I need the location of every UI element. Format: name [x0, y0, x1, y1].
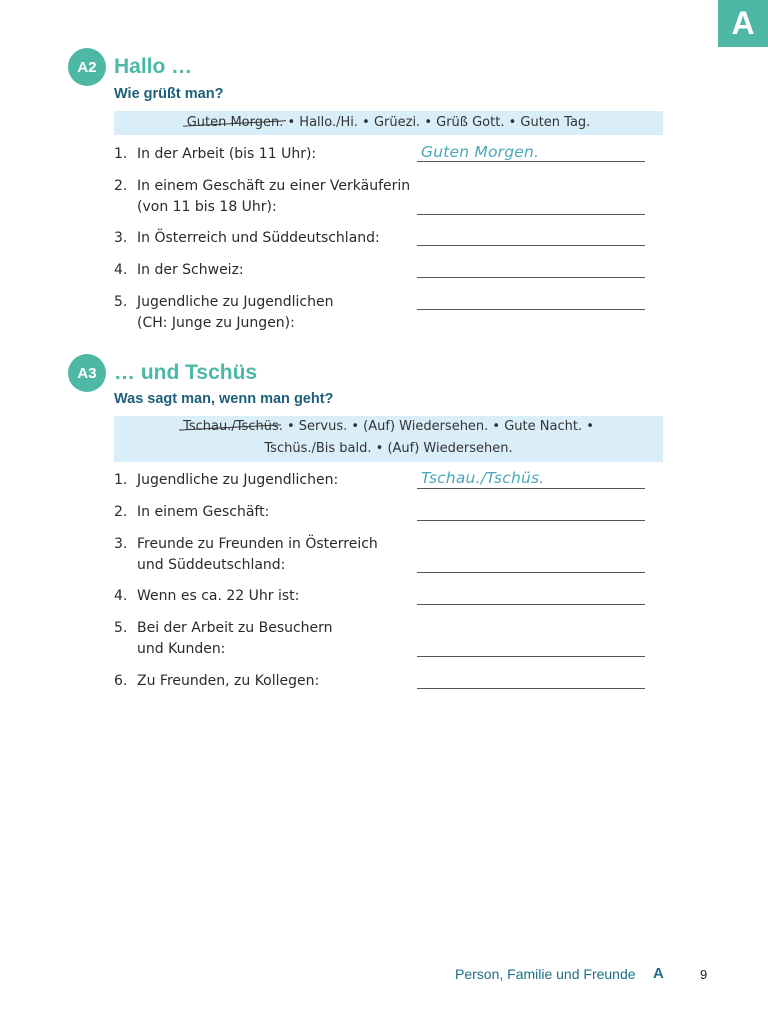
- item-number: 3.: [114, 536, 128, 552]
- page-number: 9: [700, 967, 708, 982]
- word-box-text: • Hallo./Hi. • Grüezi. • Grüß Gott. • Guten Tag.: [283, 115, 591, 130]
- answer-field[interactable]: [417, 245, 645, 246]
- item-number: 4.: [114, 588, 128, 604]
- item-prompt: In einem Geschäft zu einer Verkäuferin: [137, 178, 411, 194]
- section-badge-a3: A3: [68, 354, 106, 392]
- item-prompt: In der Schweiz:: [137, 262, 244, 278]
- word-box-text: Tschüs./Bis bald. • (Auf) Wiedersehen.: [264, 441, 513, 456]
- item-number: 6.: [114, 673, 128, 689]
- answer-field[interactable]: [417, 520, 645, 521]
- word-box-text: . • Servus. • (Auf) Wiedersehen. • Gute Nacht. •: [278, 419, 594, 434]
- item-number: 5.: [114, 294, 128, 310]
- item-prompt: In Österreich und Süddeutschland:: [137, 230, 380, 246]
- struck-word: Guten Morgen.: [187, 111, 284, 135]
- section-title-a2: Hallo …: [114, 55, 193, 78]
- item-prompt: In einem Geschäft:: [137, 504, 270, 520]
- answer-field[interactable]: [417, 161, 645, 162]
- answer-field[interactable]: [417, 572, 645, 573]
- item-prompt: Jugendliche zu Jugendlichen:: [137, 472, 339, 488]
- answer-text: Tschau./Tschüs.: [421, 469, 545, 487]
- item-prompt-continued: und Süddeutschland:: [137, 557, 286, 573]
- answer-field[interactable]: [417, 488, 645, 489]
- item-number: 1.: [114, 146, 128, 162]
- chapter-tab: A: [718, 0, 768, 47]
- item-number: 5.: [114, 620, 128, 636]
- answer-field[interactable]: [417, 604, 645, 605]
- item-number: 2.: [114, 178, 128, 194]
- item-prompt-continued: (von 11 bis 18 Uhr):: [137, 199, 277, 215]
- footer-chapter-title: Person, Familie und Freunde: [455, 966, 636, 982]
- answer-text: Guten Morgen.: [421, 143, 540, 161]
- item-number: 3.: [114, 230, 128, 246]
- answer-field[interactable]: [417, 214, 645, 215]
- item-prompt: In der Arbeit (bis 11 Uhr):: [137, 146, 317, 162]
- item-number: 2.: [114, 504, 128, 520]
- item-prompt: Bei der Arbeit zu Besuchern: [137, 620, 333, 636]
- section-title-a3: … und Tschüs: [114, 361, 258, 384]
- item-prompt-continued: und Kunden:: [137, 641, 226, 657]
- struck-word: Tschau./Tschüs: [183, 416, 279, 438]
- footer-chapter-letter: A: [653, 965, 664, 982]
- item-prompt: Freunde zu Freunden in Österreich: [137, 536, 378, 552]
- answer-field[interactable]: [417, 688, 645, 689]
- section-question-a3: Was sagt man, wenn man geht?: [114, 391, 334, 407]
- word-box-a3: [114, 416, 663, 462]
- item-number: 1.: [114, 472, 128, 488]
- answer-field[interactable]: [417, 277, 645, 278]
- item-prompt: Zu Freunden, zu Kollegen:: [137, 673, 320, 689]
- word-box-a2: [114, 111, 663, 135]
- answer-field[interactable]: [417, 656, 645, 657]
- answer-field[interactable]: [417, 309, 645, 310]
- item-prompt: Wenn es ca. 22 Uhr ist:: [137, 588, 300, 604]
- section-badge-a2: A2: [68, 48, 106, 86]
- section-question-a2: Wie grüßt man?: [114, 86, 224, 102]
- item-prompt-continued: (CH: Junge zu Jungen):: [137, 315, 295, 331]
- item-prompt: Jugendliche zu Jugendlichen: [137, 294, 334, 310]
- item-number: 4.: [114, 262, 128, 278]
